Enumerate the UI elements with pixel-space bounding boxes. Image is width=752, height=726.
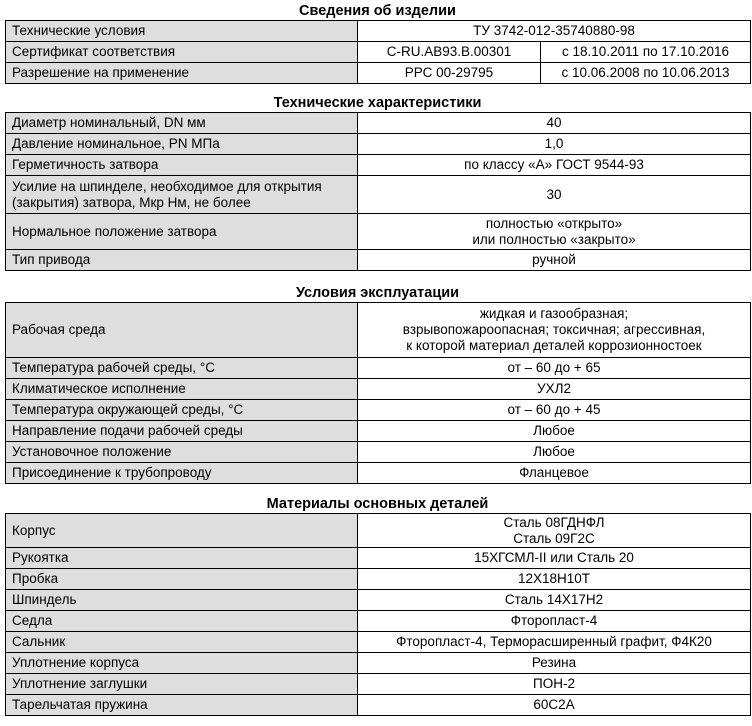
row-label: Давление номинальное, PN МПа: [6, 134, 358, 155]
row-label: Рукоятка: [6, 548, 358, 569]
row-value: 12Х18Н10Т: [358, 569, 751, 590]
row-label: Корпус: [6, 514, 358, 548]
section-product-info: [5, 2, 750, 84]
table-row: [6, 653, 751, 674]
row-value: Фторопласт-4: [358, 611, 751, 632]
row-label: Климатическое исполнение: [6, 379, 358, 400]
section-operating-conditions: [5, 284, 750, 484]
product-info-table: [5, 20, 751, 84]
table-row: [6, 21, 751, 42]
row-value: Фторопласт-4, Терморасширенный графит, Ф4К20: [358, 632, 751, 653]
table-row: [6, 674, 751, 695]
table-row: [6, 463, 751, 484]
row-value-period: с 18.10.2011 по 17.10.2016: [541, 42, 751, 63]
row-value: жидкая и газообразная; взрывопожароопасная; токсичная; агрессивная, к которой материал деталей коррозионностоек: [358, 303, 751, 358]
table-row: [6, 695, 751, 716]
row-value: Любое: [358, 421, 751, 442]
row-value: ручной: [358, 250, 751, 271]
row-label: Герметичность затвора: [6, 155, 358, 176]
row-value: C-RU.АВ93.В.00301: [358, 42, 541, 63]
row-label: Установочное положение: [6, 442, 358, 463]
table-row: [6, 42, 751, 63]
row-label: Нормальное положение затвора: [6, 214, 358, 250]
table-row: [6, 303, 751, 358]
row-label: Сальник: [6, 632, 358, 653]
row-label: Температура окружающей среды, °С: [6, 400, 358, 421]
row-value: 15ХГСМЛ-II или Сталь 20: [358, 548, 751, 569]
row-label: Сертификат соответствия: [6, 42, 358, 63]
row-value: Фланцевое: [358, 463, 751, 484]
row-value: УХЛ2: [358, 379, 751, 400]
row-label: Температура рабочей среды, °С: [6, 358, 358, 379]
row-label: Технические условия: [6, 21, 358, 42]
row-label: Направление подачи рабочей среды: [6, 421, 358, 442]
row-label: Седла: [6, 611, 358, 632]
row-label: Присоединение к трубопроводу: [6, 463, 358, 484]
row-value: 30: [358, 176, 751, 214]
row-label: Уплотнение корпуса: [6, 653, 358, 674]
table-row: [6, 400, 751, 421]
row-value: 1,0: [358, 134, 751, 155]
table-row: [6, 176, 751, 214]
row-label: Тип привода: [6, 250, 358, 271]
section-title: Технические характеристики: [273, 95, 482, 111]
section-materials: [5, 495, 750, 716]
operating-conditions-table: [5, 302, 751, 484]
table-row: [6, 379, 751, 400]
row-value: 60С2А: [358, 695, 751, 716]
table-row: [6, 155, 751, 176]
table-row: [6, 632, 751, 653]
row-value: ТУ 3742-012-35740880-98: [358, 21, 751, 42]
row-value: Сталь 08ГДНФЛ Сталь 09Г2С: [358, 514, 751, 548]
row-value: 40: [358, 113, 751, 134]
section-title: Условия эксплуатации: [295, 285, 460, 301]
table-row: [6, 134, 751, 155]
table-row: [6, 611, 751, 632]
section-title: Сведения об изделии: [299, 3, 456, 19]
row-label: Уплотнение заглушки: [6, 674, 358, 695]
table-row: [6, 590, 751, 611]
row-value: по классу «А» ГОСТ 9544-93: [358, 155, 751, 176]
section-title: Материалы основных деталей: [266, 496, 489, 512]
row-label: Усилие на шпинделе, необходимое для открытия (закрытия) затвора, Мкр Нм, не более: [6, 176, 358, 214]
table-row: [6, 358, 751, 379]
row-value-period: с 10.06.2008 по 10.06.2013: [541, 63, 751, 84]
row-value: Сталь 14Х17Н2: [358, 590, 751, 611]
table-row: [6, 569, 751, 590]
row-label: Разрешение на применение: [6, 63, 358, 84]
materials-table: [5, 513, 751, 716]
table-row: [6, 548, 751, 569]
table-row: [6, 113, 751, 134]
table-row: [6, 421, 751, 442]
row-value: Резина: [358, 653, 751, 674]
row-value: Любое: [358, 442, 751, 463]
table-row: [6, 442, 751, 463]
row-value: ПОН-2: [358, 674, 751, 695]
row-value: от – 60 до + 45: [358, 400, 751, 421]
row-value: полностью «открыто» или полностью «закрыто»: [358, 214, 751, 250]
row-value: от – 60 до + 65: [358, 358, 751, 379]
row-value: РРС 00-29795: [358, 63, 541, 84]
table-row: [6, 63, 751, 84]
row-label: Рабочая среда: [6, 303, 358, 358]
table-row: [6, 214, 751, 250]
section-technical-specs: [5, 94, 750, 271]
row-label: Тарельчатая пружина: [6, 695, 358, 716]
row-label: Шпиндель: [6, 590, 358, 611]
technical-specs-table: [5, 112, 751, 271]
table-row: [6, 250, 751, 271]
row-label: Диаметр номинальный, DN мм: [6, 113, 358, 134]
table-row: [6, 514, 751, 548]
row-label: Пробка: [6, 569, 358, 590]
